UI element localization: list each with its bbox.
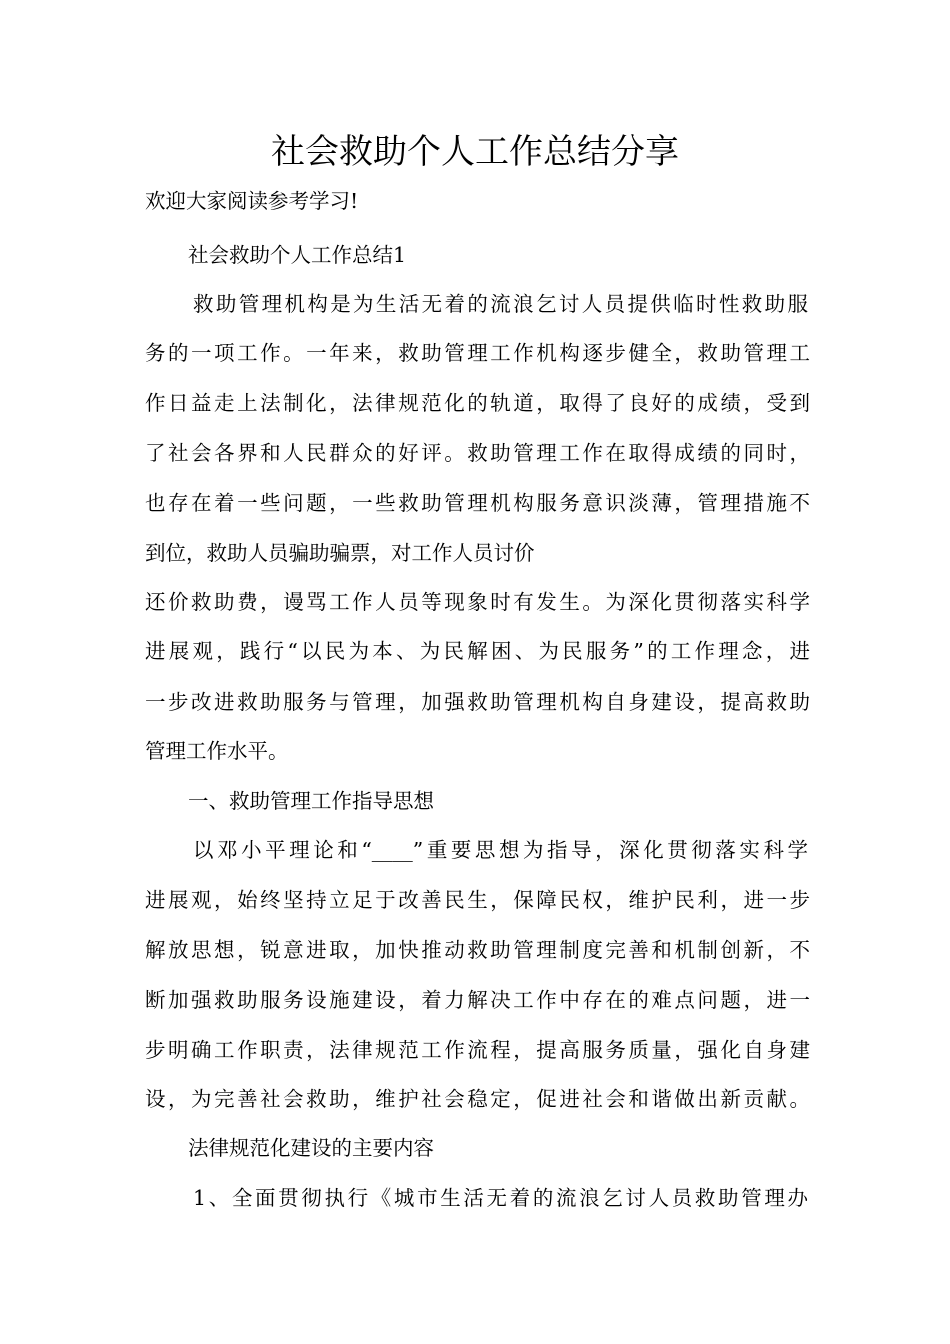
paragraph-line: 1、全面贯彻执行《城市生活无着的流浪乞讨人员救助管理办 — [193, 1186, 808, 1210]
paragraph-line: 一步改进救助服务与管理，加强救助管理机构自身建设，提高救助 — [145, 690, 810, 714]
paragraph-line: 到位，救助人员骗助骗票，对工作人员讨价 — [145, 541, 535, 565]
section-heading: 一、救助管理工作指导思想 — [188, 789, 434, 813]
intro-line: 欢迎大家阅读参考学习! — [145, 189, 359, 213]
paragraph-line: 步明确工作职责，法律规范工作流程，提高服务质量，强化自身建 — [145, 1038, 810, 1062]
paragraph-line: 务的一项工作。一年来，救助管理工作机构逐步健全，救助管理工 — [145, 341, 810, 365]
paragraph-line: 进展观，践行“以民为本、为民解困、为民服务”的工作理念，进 — [145, 639, 810, 663]
paragraph-line: 设，为完善社会救助，维护社会稳定，促进社会和谐做出新贡献。 — [145, 1087, 810, 1111]
paragraph-line: 以邓小平理论和“____”重要思想为指导，深化贯彻落实科学 — [193, 838, 808, 862]
section-heading: 社会救助个人工作总结1 — [188, 243, 407, 267]
paragraph-line: 解放思想，锐意进取，加快推动救助管理制度完善和机制创新，不 — [145, 938, 810, 962]
paragraph-line: 断加强救助服务设施建设，着力解决工作中存在的难点问题，进一 — [145, 988, 810, 1012]
paragraph-line: 救助管理机构是为生活无着的流浪乞讨人员提供临时性救助服 — [193, 292, 808, 316]
paragraph-line: 作日益走上法制化，法律规范化的轨道，取得了良好的成绩，受到 — [145, 391, 810, 415]
section-heading: 法律规范化建设的主要内容 — [188, 1136, 434, 1160]
paragraph-line: 进展观，始终坚持立足于改善民生，保障民权，维护民利，进一步 — [145, 888, 810, 912]
paragraph-line: 还价救助费，谩骂工作人员等现象时有发生。为深化贯彻落实科学 — [145, 590, 810, 614]
paragraph-line: 也存在着一些问题，一些救助管理机构服务意识淡薄，管理措施不 — [145, 491, 810, 515]
paragraph-line: 管理工作水平。 — [145, 739, 289, 763]
paragraph-line: 了社会各界和人民群众的好评。救助管理工作在取得成绩的同时， — [145, 441, 810, 465]
page-title: 社会救助个人工作总结分享 — [271, 132, 679, 172]
